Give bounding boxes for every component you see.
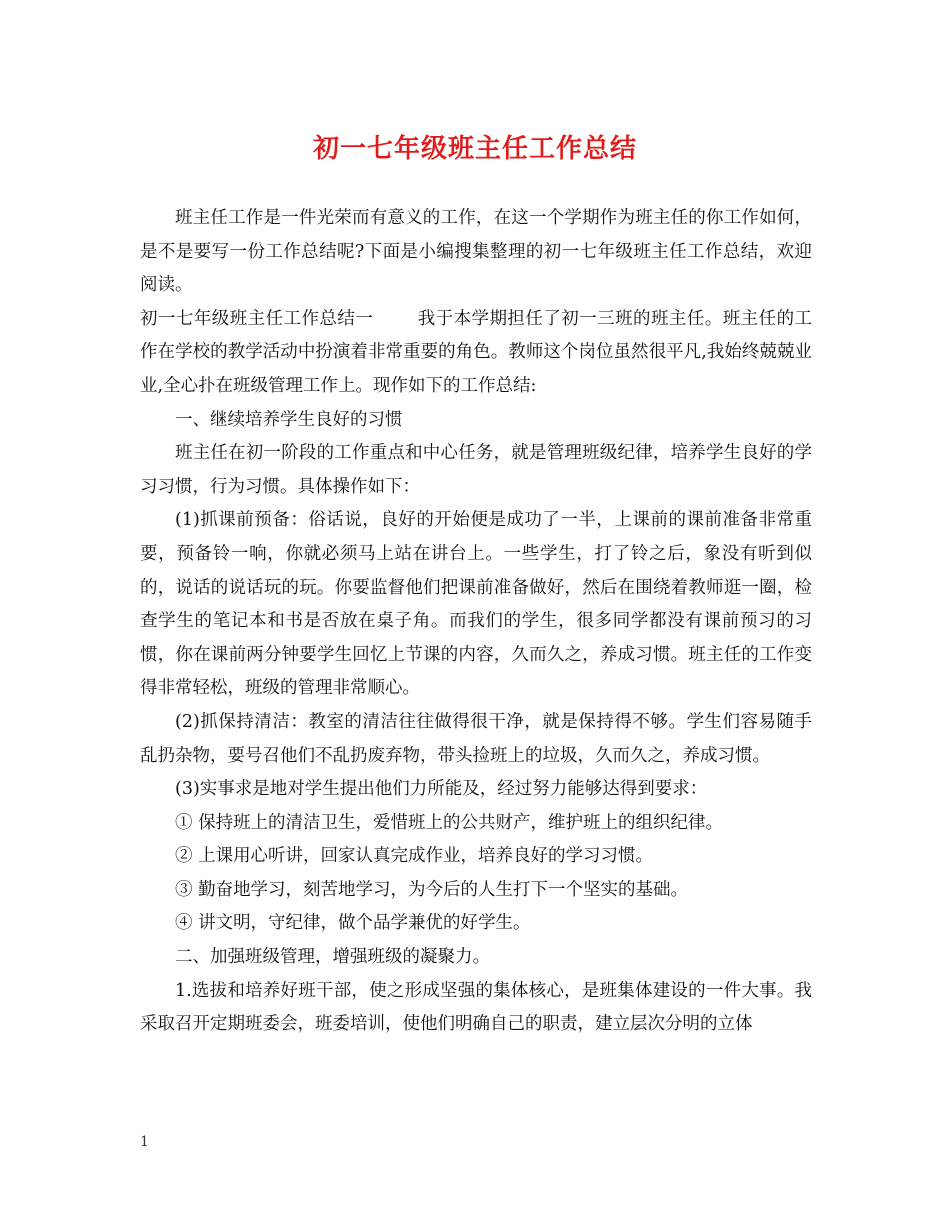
document-body xyxy=(140,202,812,1042)
page-number: 1 xyxy=(140,1134,149,1150)
subheading-management: 二、加强班级管理，增强班级的凝聚力。 xyxy=(175,947,490,968)
paragraph-focus: 班主任在初一阶段的工作重点和中心任务，就是管理班级纪律，培养学生良好的学习习惯，行为习惯。具体操作如下： xyxy=(140,443,812,497)
list-item: ③ 勤奋地学习，刻苦地学习，为今后的人生打下一个坚实的基础。 xyxy=(175,879,689,900)
paragraph-item-1: (1)抓课前预备：俗话说，良好的开始便是成功了一半，上课前的课前准备非常重要，预备铃一响，你就必须马上站在讲台上。一些学生，打了铃之后，象没有听到似的，说话的说话玩的玩。你要监督他们把课前准备做好，然后在围绕着教师逛一圈，检查学生的笔记本和书是否放在桌子角。而我们的学生，很多同学都没有课前预习的习惯，你在课前两分钟要学生回忆上节课的内容，久而久之，养成习惯。班主任的工作变得非常轻松，班级的管理非常顺心。 xyxy=(140,510,812,699)
intro-paragraph: 班主任工作是一件光荣而有意义的工作，在这一个学期作为班主任的你工作如何，是不是要写一份工作总结呢?下面是小编搜集整理的初一七年级班主任工作总结，欢迎阅读。 xyxy=(140,208,812,296)
list-item: ① 保持班上的清洁卫生，爱惜班上的公共财产，维护班上的组织纪律。 xyxy=(175,812,724,833)
paragraph-cadres: 1.选拔和培养好班干部，使之形成坚强的集体核心，是班集体建设的一件大事。我采取召开定期班委会，班委培训，使他们明确自己的职责，建立层次分明的立体 xyxy=(140,980,812,1035)
section-intro-text: 我于本学期担任了初一三班的班主任。班主任的工作在学校的教学活动中扮演着非常重要的角色。教师这个岗位虽然很平凡,我始终兢兢业业,全心扑在班级管理工作上。现作如下的工作总结: xyxy=(140,308,813,396)
list-item: ② 上课用心听讲，回家认真完成作业，培养良好的学习习惯。 xyxy=(175,846,654,867)
list-item: ④ 讲文明，守纪律，做个品学兼优的好学生。 xyxy=(175,913,531,934)
section-heading: 初一七年级班主任工作总结一 xyxy=(140,308,374,329)
paragraph-item-2: (2)抓保持清洁：教室的清洁往往做得很干净，就是保持得不够。学生们容易随手乱扔杂物，要号召他们不乱扔废弃物，带头捡班上的垃圾，久而久之，养成习惯。 xyxy=(140,711,812,766)
subheading-habits: 一、继续培养学生良好的习惯 xyxy=(175,409,403,430)
section-paragraph xyxy=(140,303,812,404)
document-title: 初一七年级班主任工作总结 xyxy=(312,134,637,164)
paragraph-item-3: (3)实事求是地对学生提出他们力所能及，经过努力能够达得到要求： xyxy=(175,779,708,800)
